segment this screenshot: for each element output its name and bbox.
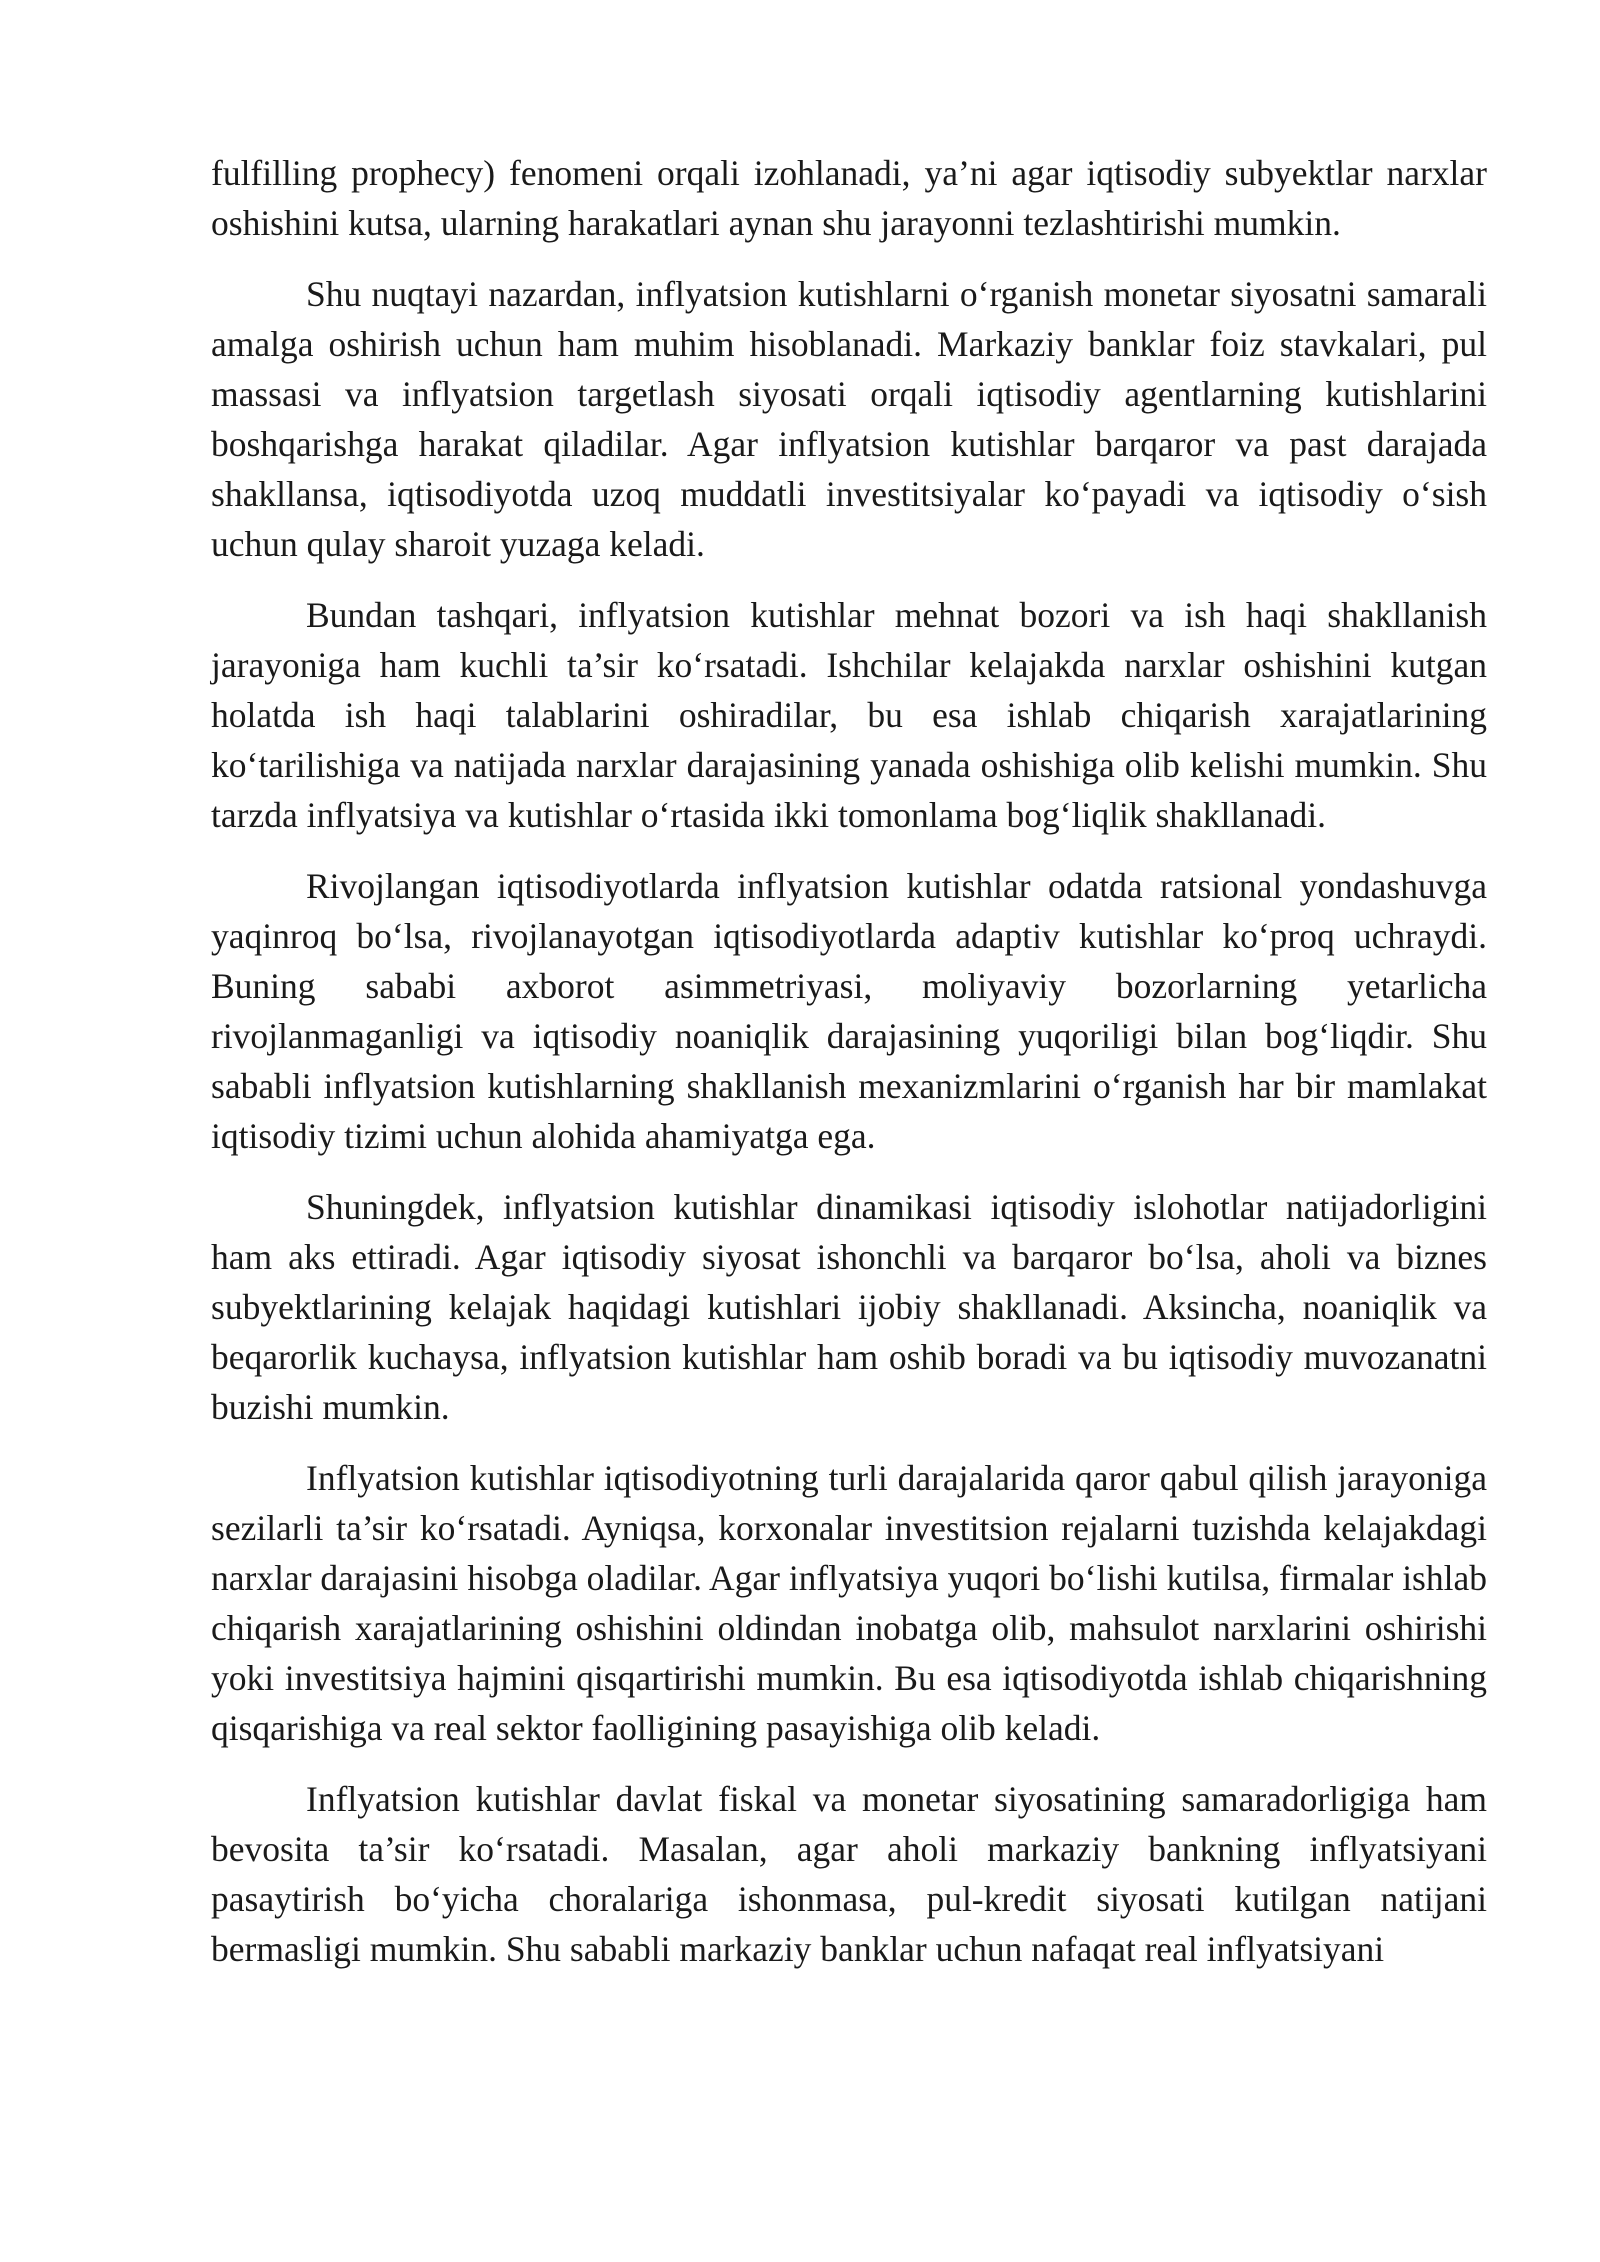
paragraph-7: Inflyatsion kutishlar davlat fiskal va monetar siyosatining samaradorligiga ham bevosita ta’sir ko‘rsatadi. Masalan, agar aholi markaziy bankning inflyatsiyani pasaytirish bo‘yicha choralariga ishonmasa, pul-kredit siyosati kutilgan natijani bermasligi mumkin. Shu sababli markaziy banklar uchun nafaqat real inflyatsiyani	[211, 1779, 1487, 1969]
paragraph-6: Inflyatsion kutishlar iqtisodiyotning turli darajalarida qaror qabul qilish jarayoniga sezilarli ta’sir ko‘rsatadi. Ayniqsa, korxonalar investitsion rejalarni tuzishda kelajakdagi narxlar darajasini hisobga oladilar. Agar inflyatsiya yuqori bo‘lishi kutilsa, firmalar ishlab chiqarish xarajatlarining oshishini oldindan inobatga olib, mahsulot narxlarini oshirishi yoki investitsiya hajmini qisqartirishi mumkin. Bu esa iqtisodiyotda ishlab chiqarishning qisqarishiga va real sektor faolligining pasayishiga olib keladi.	[211, 1458, 1487, 1748]
paragraph-5: Shuningdek, inflyatsion kutishlar dinamikasi iqtisodiy islohotlar natijadorligini ham aks ettiradi. Agar iqtisodiy siyosat ishonchli va barqaror bo‘lsa, aholi va biznes subyektlarining kelajak haqidagi kutishlari ijobiy shakllanadi. Aksincha, noaniqlik va beqarorlik kuchaysa, inflyatsion kutishlar ham oshib boradi va bu iqtisodiy muvozanatni buzishi mumkin.	[211, 1187, 1487, 1427]
paragraph-1: fulfilling prophecy) fenomeni orqali izohlanadi, ya’ni agar iqtisodiy subyektlar narxlar oshishini kutsa, ularning harakatlari aynan shu jarayonni tezlashtirishi mumkin.	[211, 153, 1487, 243]
paragraph-2: Shu nuqtayi nazardan, inflyatsion kutishlarni o‘rganish monetar siyosatni samarali amalga oshirish uchun ham muhim hisoblanadi. Markaziy banklar foiz stavkalari, pul massasi va inflyatsion targetlash siyosati orqali iqtisodiy agentlarning kutishlarini boshqarishga harakat qiladilar. Agar inflyatsion kutishlar barqaror va past darajada shakllansa, iqtisodiyotda uzoq muddatli investitsiyalar ko‘payadi va iqtisodiy o‘sish uchun qulay sharoit yuzaga keladi.	[211, 274, 1487, 564]
document-page	[211, 148, 1487, 1995]
paragraph-4: Rivojlangan iqtisodiyotlarda inflyatsion kutishlar odatda ratsional yondashuvga yaqinroq bo‘lsa, rivojlanayotgan iqtisodiyotlarda adaptiv kutishlar ko‘proq uchraydi. Buning sababi axborot asimmetriyasi, moliyaviy bozorlarning yetarlicha rivojlanmaganligi va iqtisodiy noaniqlik darajasining yuqoriligi bilan bog‘liqdir. Shu sababli inflyatsion kutishlarning shakllanish mexanizmlarini o‘rganish har bir mamlakat iqtisodiy tizimi uchun alohida ahamiyatga ega.	[211, 866, 1487, 1156]
paragraph-3: Bundan tashqari, inflyatsion kutishlar mehnat bozori va ish haqi shakllanish jarayoniga ham kuchli ta’sir ko‘rsatadi. Ishchilar kelajakda narxlar oshishini kutgan holatda ish haqi talablarini oshiradilar, bu esa ishlab chiqarish xarajatlarining ko‘tarilishiga va natijada narxlar darajasining yanada oshishiga olib kelishi mumkin. Shu tarzda inflyatsiya va kutishlar o‘rtasida ikki tomonlama bog‘liqlik shakllanadi.	[211, 595, 1487, 835]
